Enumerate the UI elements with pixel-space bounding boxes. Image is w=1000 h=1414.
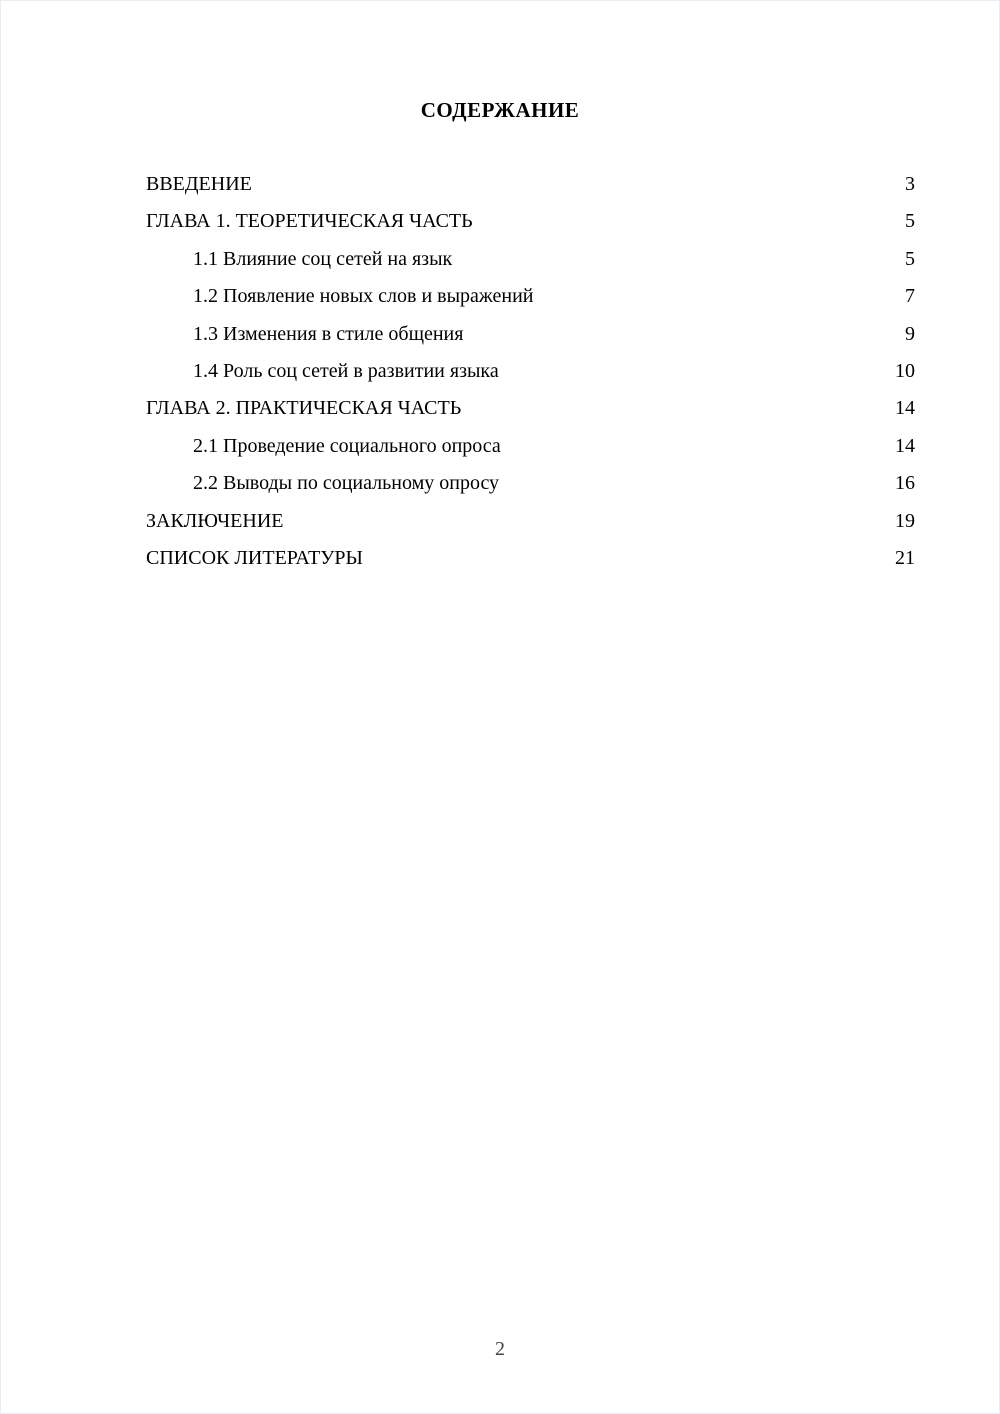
toc-entry-page: 3: [905, 173, 915, 195]
toc-row: [146, 166, 915, 203]
toc-row: [146, 353, 915, 390]
toc-entry-label: ГЛАВА 1. ТЕОРЕТИЧЕСКАЯ ЧАСТЬ: [146, 210, 473, 233]
toc-entry-label: ЗАКЛЮЧЕНИЕ: [146, 509, 284, 532]
toc-entry-page: 14: [895, 434, 915, 457]
toc-entry-label: 2.1 Проведение социального опроса: [193, 434, 501, 457]
toc-row: [146, 465, 915, 502]
toc-entry-label: 1.4 Роль соц сетей в развитии языка: [193, 359, 499, 382]
toc-entry-page: 7: [905, 285, 915, 308]
toc-row: [146, 241, 915, 278]
toc-entry-label: 2.2 Выводы по социальному опросу: [193, 472, 500, 495]
toc-row: [146, 390, 915, 427]
toc-entry-page: 21: [895, 546, 915, 569]
toc-entry-page: 14: [895, 397, 915, 420]
toc-entry-page: 9: [905, 322, 915, 345]
toc-entry-page: 16: [895, 472, 915, 495]
toc-entry-label: 1.1 Влияние соц сетей на язык: [193, 247, 453, 270]
toc-entry-label: 1.2 Появление новых слов и выражений: [193, 285, 534, 308]
page-number: 2: [495, 1338, 505, 1360]
toc-row: [146, 503, 915, 540]
toc-entry-page: 5: [905, 247, 915, 270]
toc-entry-label: ГЛАВА 2. ПРАКТИЧЕСКАЯ ЧАСТЬ: [146, 397, 462, 420]
toc-row: [146, 428, 915, 465]
toc-entry-page: 10: [895, 359, 915, 382]
toc-list: [146, 166, 915, 577]
toc-row: [146, 316, 915, 353]
toc-entry-label: СПИСОК ЛИТЕРАТУРЫ: [146, 546, 363, 569]
toc-row: [146, 540, 915, 577]
toc-row: [146, 203, 915, 240]
toc-row: [146, 278, 915, 315]
page-title: СОДЕРЖАНИЕ: [420, 98, 580, 122]
toc-entry-label: 1.3 Изменения в стиле общения: [193, 322, 464, 345]
toc-entry-page: 19: [895, 509, 915, 532]
toc-entry-page: 5: [905, 210, 915, 233]
toc-entry-label: ВВЕДЕНИЕ: [146, 173, 252, 195]
